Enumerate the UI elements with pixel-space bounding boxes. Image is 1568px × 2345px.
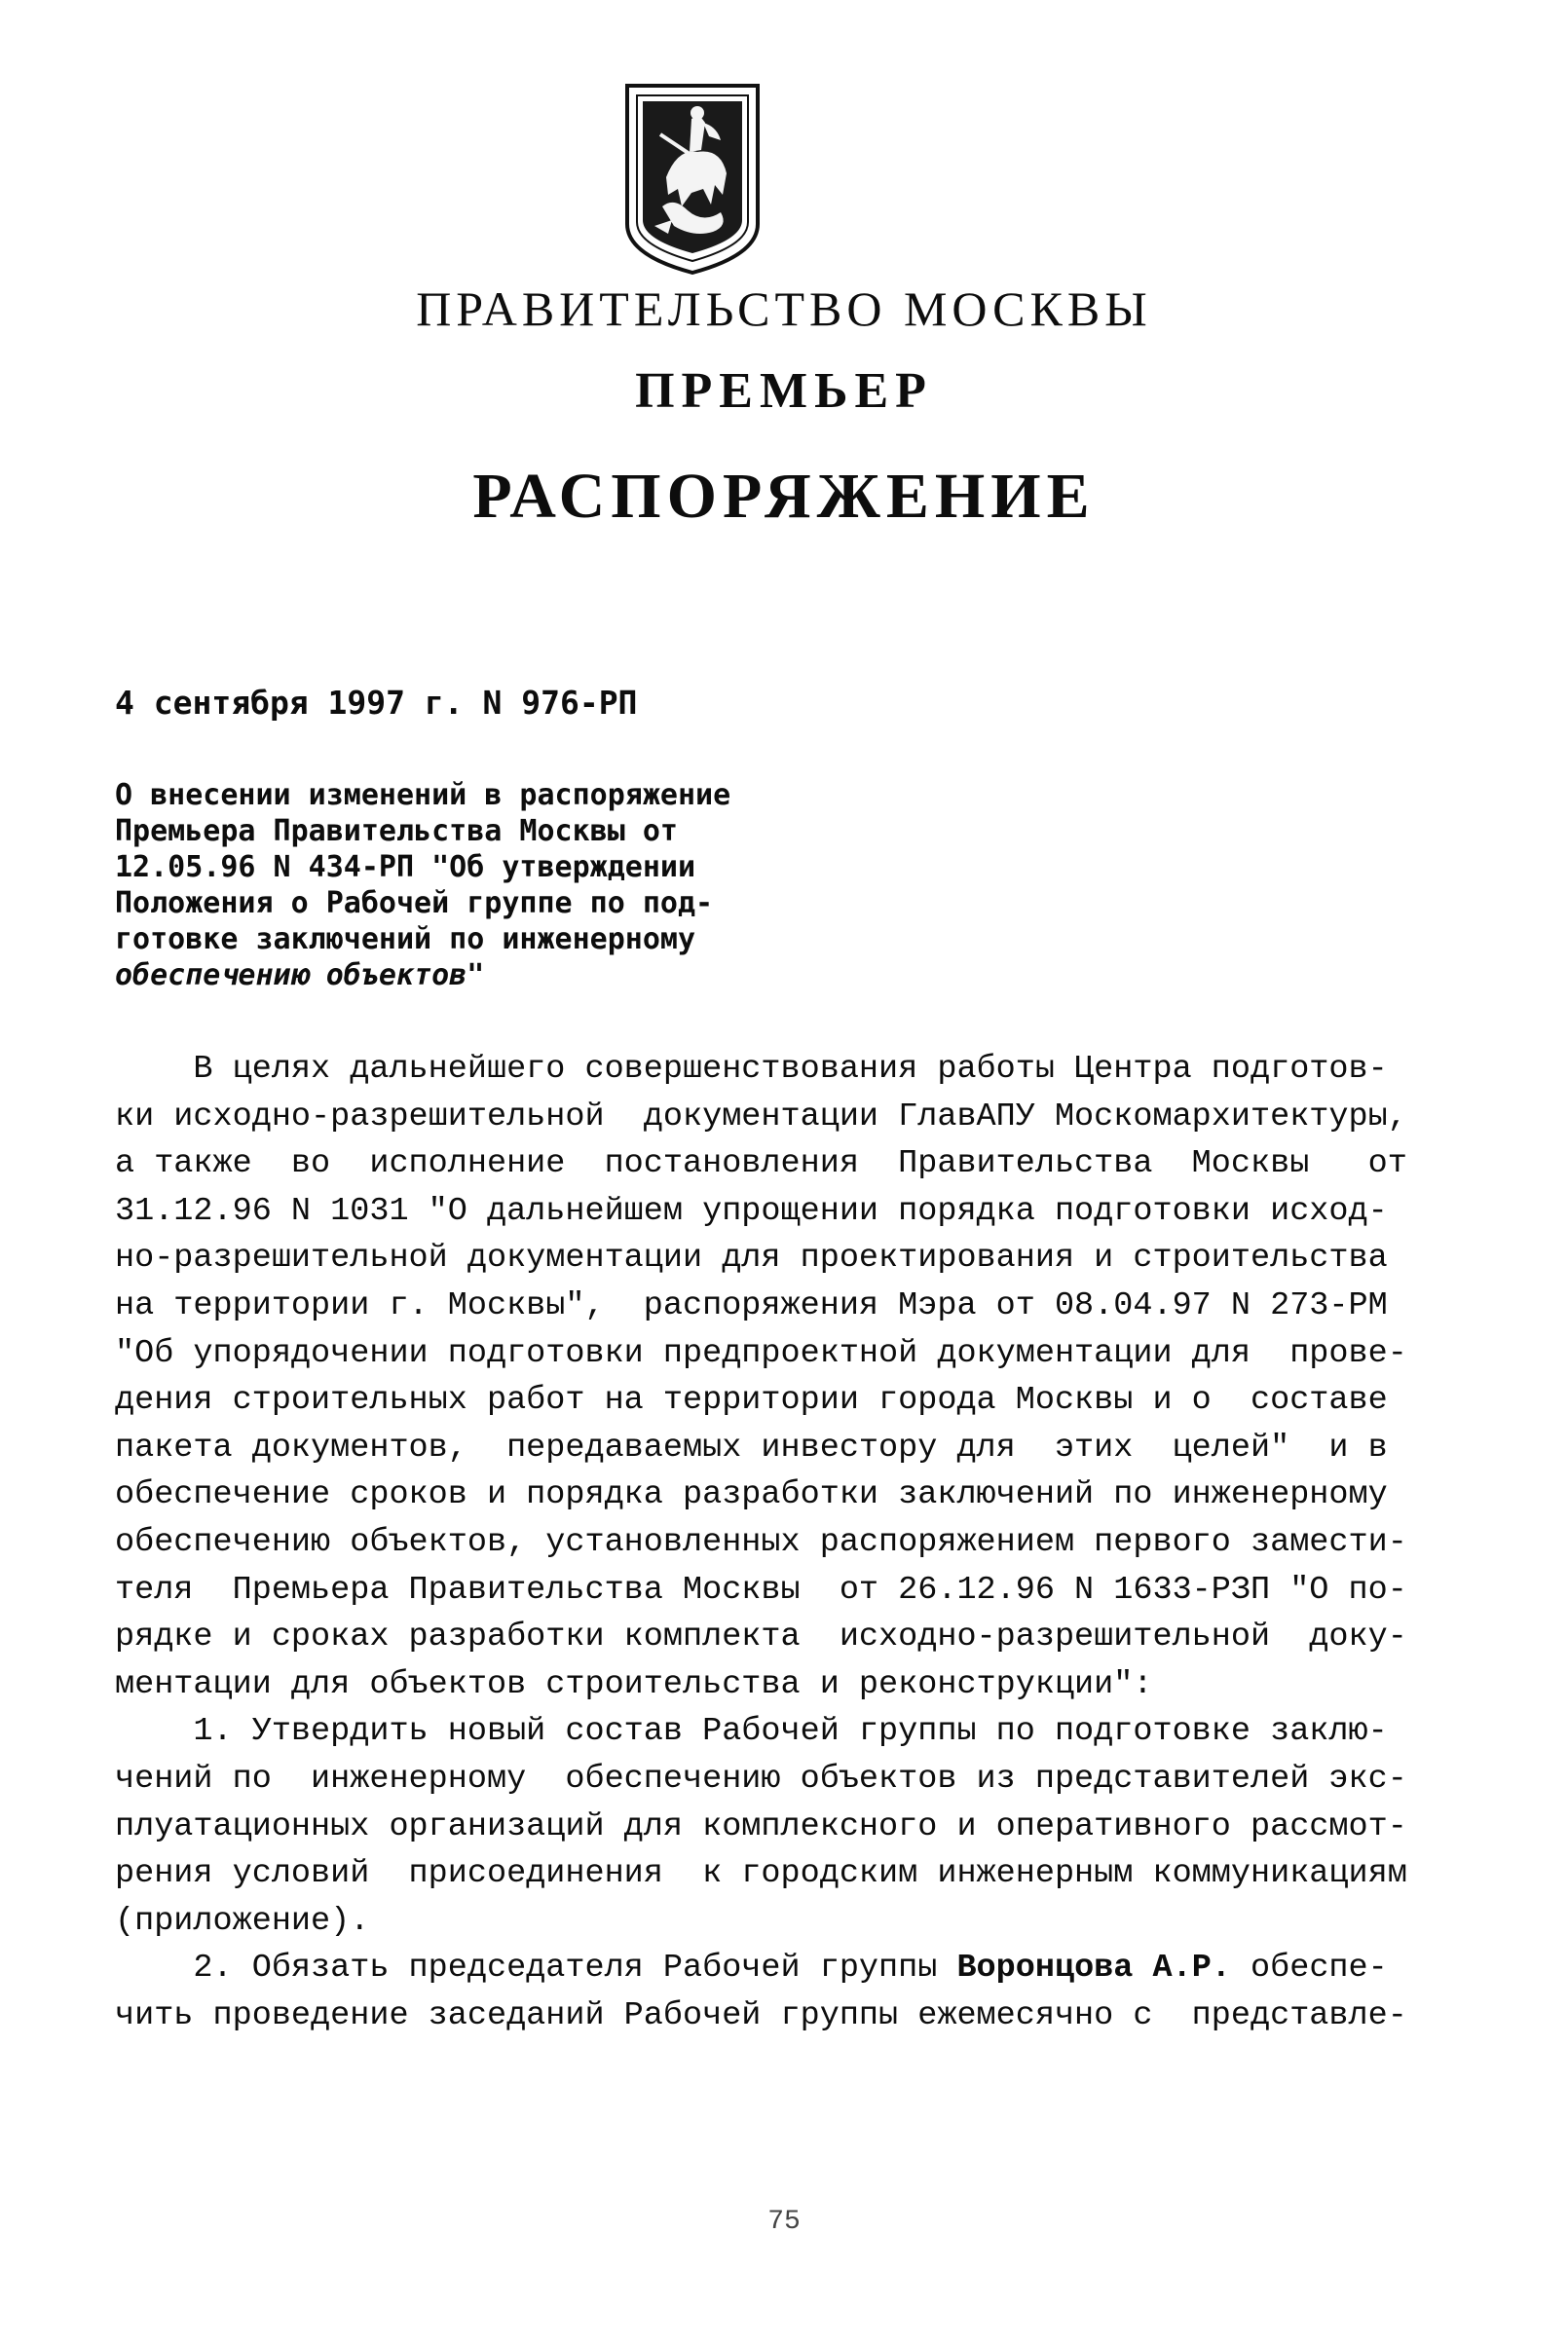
body-line: "Об упорядочении подготовки предпроектной документации для прове-	[115, 1334, 1407, 1372]
body-line: плуатационных организаций для комплексного и оперативного рассмот-	[115, 1807, 1407, 1845]
body-line: чений по инженерному обеспечению объектов из представителей экс-	[115, 1760, 1407, 1798]
date-and-number: 4 сентября 1997 г. N 976-РП	[115, 684, 638, 722]
subject-line: О внесении изменений в распоряжение	[115, 778, 731, 812]
page-number: 75	[767, 2207, 801, 2237]
body-line: 1. Утвердить новый состав Рабочей группы по подготовке заклю-	[115, 1713, 1388, 1751]
chairman-name: Воронцова А.Р.	[956, 1950, 1231, 1988]
body-line: 31.12.96 N 1031 "О дальнейшем упрощении порядка подготовки исход-	[115, 1192, 1388, 1230]
body-line: (приложение).	[115, 1902, 370, 1940]
subject-line: Премьера Правительства Москвы от	[115, 814, 678, 848]
paragraph-2-text: обеспе-	[1230, 1950, 1388, 1988]
body-line: рядке и сроках разработки комплекта исходно-разрешительной доку-	[115, 1619, 1407, 1656]
body-line: обеспечение сроков и порядка разработки заключений по инженерному	[115, 1476, 1388, 1514]
body-line: рения условий присоединения к городским инженерным коммуникациям	[115, 1855, 1407, 1893]
government-title: ПРАВИТЕЛЬСТВО МОСКВЫ	[416, 281, 1152, 336]
paragraph-2-text: 2. Обязать председателя Рабочей группы	[115, 1950, 957, 1988]
body-line: а также во исполнение постановления Правительства Москвы от	[115, 1145, 1407, 1183]
document-subject	[115, 777, 816, 993]
subject-line: обеспечению объектов"	[115, 958, 485, 992]
body-line	[115, 1945, 1459, 1992]
subject-line: Положения о Рабочей группе по под-	[115, 886, 714, 920]
subject-line: 12.05.96 N 434-РП "Об утверждении	[115, 850, 696, 884]
body-line: но-разрешительной документации для проектирования и строительства	[115, 1240, 1388, 1278]
body-line: обеспечению объектов, установленных распоряжением первого замести-	[115, 1523, 1407, 1561]
body-line: теля Премьера Правительства Москвы от 26.12.96 N 1633-РЗП "О по-	[115, 1571, 1407, 1609]
subject-line: готовке заключений по инженерному	[115, 922, 696, 956]
body-line: дения строительных работ на территории города Москвы и о составе	[115, 1382, 1388, 1420]
body-line: ки исходно-разрешительной документации ГлавАПУ Москомархитектуры,	[115, 1098, 1407, 1135]
body-line: В целях дальнейшего совершенствования работы Центра подготов-	[115, 1051, 1388, 1088]
body-line: чить проведение заседаний Рабочей группы ежемесячно с представле-	[115, 1996, 1407, 2034]
document-body	[115, 1046, 1459, 2039]
premier-title: ПРЕМЬЕР	[635, 363, 933, 419]
body-line: ментации для объектов строительства и реконструкции":	[115, 1665, 1153, 1703]
body-line: пакета документов, передаваемых инвестору для этих целей" и в	[115, 1429, 1388, 1467]
moscow-coat-of-arms-icon	[619, 80, 765, 275]
body-line: на территории г. Москвы", распоряжения Мэра от 08.04.97 N 273-РМ	[115, 1286, 1388, 1324]
document-type-title: РАСПОРЯЖЕНИЕ	[472, 461, 1096, 532]
